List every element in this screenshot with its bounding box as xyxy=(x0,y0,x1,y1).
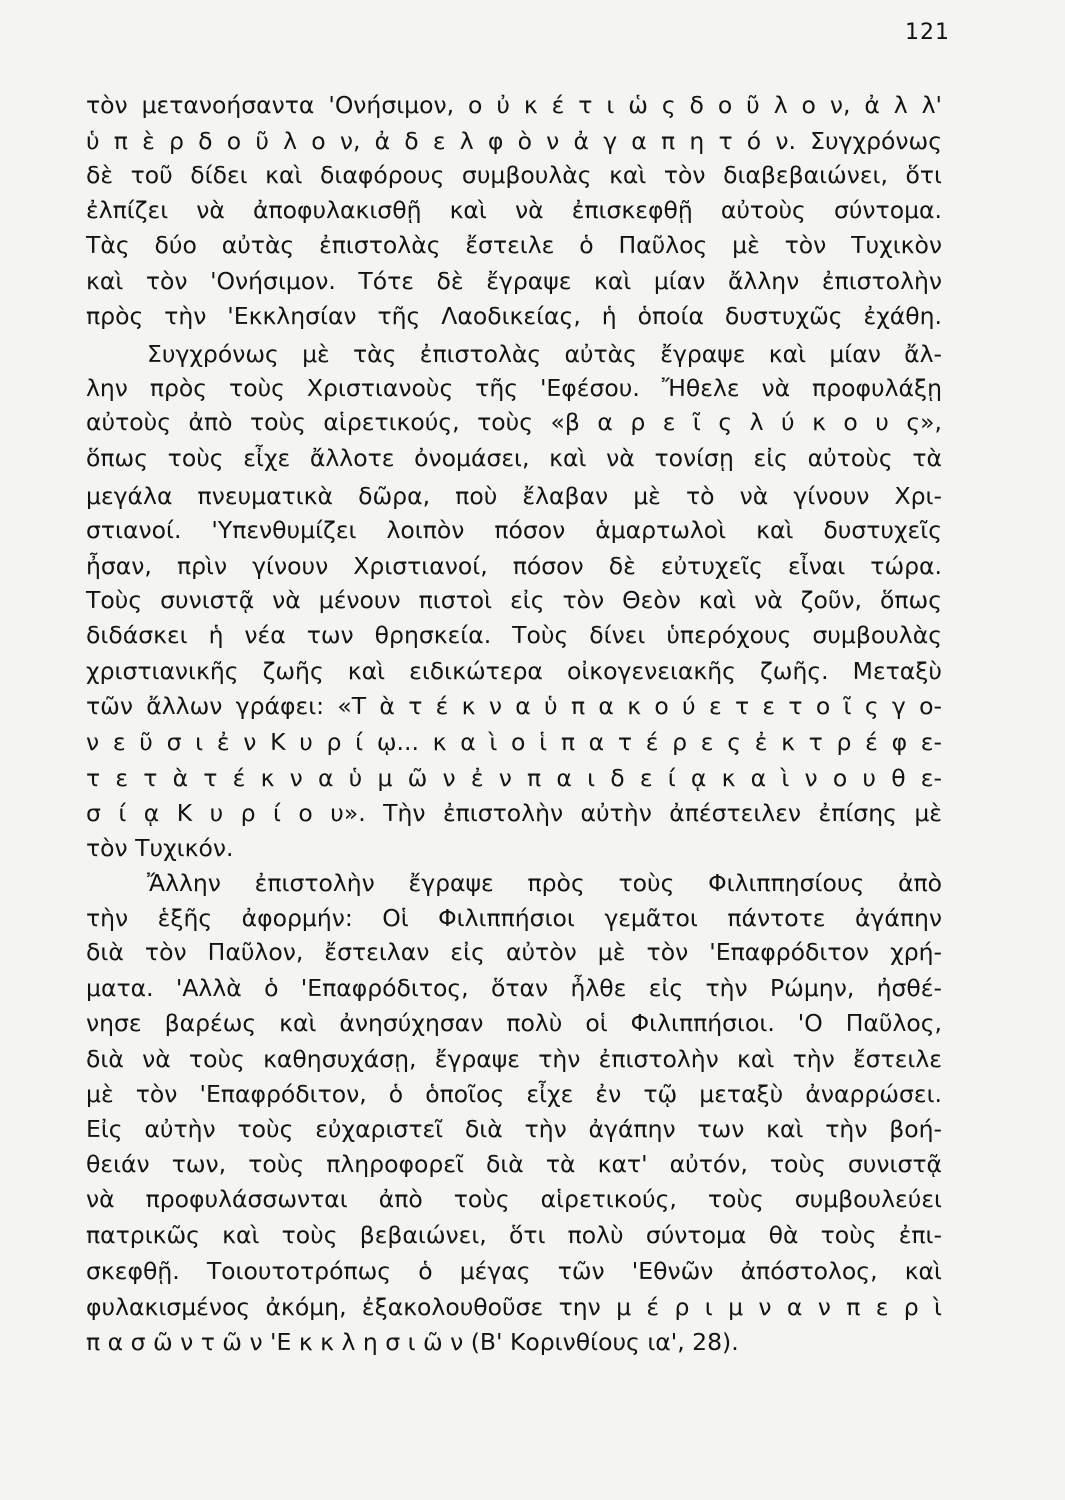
text-line: φυλακισμένος ἀκόμη, ἐξακολουθοῦσε την μ έ ρ ι μ ν α ν π ε ρ ὶ xyxy=(86,1293,942,1321)
text-line: λην πρὸς τοὺς Χριστιανοὺς τῆς 'Εφέσου. Ἤθελε νὰ προφυλάξῃ xyxy=(86,374,942,402)
text-line: π α σ ῶ ν τ ῶ ν 'Ε κ κ λ η σ ι ῶ ν (Β' Κορινθίους ια', 28). xyxy=(86,1328,739,1356)
text-line: τὴν ἑξῆς ἀφορμήν: Οἱ Φιλιππήσιοι γεμᾶτοι πάντοτε ἀγάπην xyxy=(86,904,942,932)
text-line: ν ε ῦ σ ι ἐ ν Κ υ ρ ί ῳ... κ α ὶ ο ἱ π α τ έ ρ ε ς ἐ κ τ ρ έ φ ε- xyxy=(86,728,942,756)
text-line: στιανοί. 'Υπενθυμίζει λοιπὸν πόσον ἁμαρτωλοὶ καὶ δυστυχεῖς xyxy=(86,516,942,544)
text-line: Εἰς αὐτὴν τοὺς εὐχαριστεῖ διὰ τὴν ἀγάπην των καὶ τὴν βοή- xyxy=(86,1115,942,1143)
text-line: ἐλπίζει νὰ ἀποφυλακισθῇ καὶ νὰ ἐπισκεφθῇ αὐτοὺς σύντομα. xyxy=(86,196,942,224)
text-line: σ ί ᾳ Κ υ ρ ί ο υ». Τὴν ἐπιστολὴν αὐτὴν ἀπέστειλεν ἐπίσης μὲ xyxy=(86,799,942,827)
text-line: θειάν των, τοὺς πληροφορεῖ διὰ τὰ κατ' αὐτόν, τοὺς συνιστᾷ xyxy=(86,1150,942,1178)
text-line: νὰ προφυλάσσωνται ἀπὸ τοὺς αἱρετικούς, τοὺς συμβουλεύει xyxy=(86,1185,942,1213)
text-line: χριστιανικῆς ζωῆς καὶ ειδικώτερα οἰκογενειακῆς ζωῆς. Μεταξὺ xyxy=(86,657,942,685)
text-line: δὲ τοῦ δίδει καὶ διαφόρους συμβουλὰς καὶ τὸν διαβεβαιώνει, ὅτι xyxy=(86,161,942,189)
text-line: σκεφθῇ. Τοιουτοτρόπως ὁ μέγας τῶν 'Εθνῶν ἀπόστολος, καὶ xyxy=(86,1257,942,1285)
text-line: αὐτοὺς ἀπὸ τοὺς αἱρετικούς, τοὺς «β α ρ ε ῖ ς λ ύ κ ο υ ς», xyxy=(86,408,942,436)
text-line: τὸν μετανοήσαντα 'Ονήσιμον, ο ὐ κ έ τ ι ὡ ς δ ο ῦ λ ο ν, ἀ λ λ' xyxy=(86,91,942,119)
text-line: διὰ τὸν Παῦλον, ἔστειλαν εἰς αὐτὸν μὲ τὸν 'Επαφρόδιτον χρή- xyxy=(86,938,942,966)
text-line: τ ε τ ὰ τ έ κ ν α ὑ μ ῶ ν ἐ ν π α ι δ ε ί ᾳ κ α ὶ ν ο υ θ ε- xyxy=(86,764,942,792)
text-line: πατρικῶς καὶ τοὺς βεβαιώνει, ὅτι πολὺ σύντομα θὰ τοὺς ἐπι- xyxy=(86,1221,942,1249)
text-line: ὑ π ὲ ρ δ ο ῦ λ ο ν, ἀ δ ε λ φ ὸ ν ἀ γ α π η τ ό ν. Συγχρόνως xyxy=(86,127,942,155)
text-line: Ἄλλην ἐπιστολὴν ἔγραψε πρὸς τοὺς Φιλιππησίους ἀπὸ xyxy=(147,869,942,897)
text-line: καὶ τὸν 'Ονήσιμον. Τότε δὲ ἔγραψε καὶ μίαν ἄλλην ἐπιστολὴν xyxy=(86,267,942,295)
text-line: μεγάλα πνευματικὰ δῶρα, ποὺ ἔλαβαν μὲ τὸ νὰ γίνουν Χρι- xyxy=(86,482,942,510)
page-number: 121 xyxy=(905,20,950,45)
text-line: Συγχρόνως μὲ τὰς ἐπιστολὰς αὐτὰς ἔγραψε καὶ μίαν ἄλ- xyxy=(147,340,942,368)
text-line: διδάσκει ἡ νέα των θρησκεία. Τοὺς δίνει ὑπερόχους συμβουλὰς xyxy=(86,621,942,649)
text-line: τὸν Τυχικόν. xyxy=(86,834,234,862)
text-line: νησε βαρέως καὶ ἀνησύχησαν πολὺ οἱ Φιλιππήσιοι. 'Ο Παῦλος, xyxy=(86,1009,942,1037)
text-line: ἦσαν, πρὶν γίνουν Χριστιανοί, πόσον δὲ εὐτυχεῖς εἶναι τώρα. xyxy=(86,552,942,580)
text-line: πρὸς τὴν 'Εκκλησίαν τῆς Λαοδικείας, ἡ ὁποία δυστυχῶς ἐχάθη. xyxy=(86,302,942,330)
text-line: ὅπως τοὺς εἶχε ἄλλοτε ὀνομάσει, καὶ νὰ τονίσῃ εἰς αὐτοὺς τὰ xyxy=(86,444,942,472)
text-line: μὲ τὸν 'Επαφρόδιτον, ὁ ὁποῖος εἶχε ἐν τῷ μεταξὺ ἀναρρώσει. xyxy=(86,1080,942,1108)
text-line: διὰ νὰ τοὺς καθησυχάσῃ, ἔγραψε τὴν ἐπιστολὴν καὶ τὴν ἔστειλε xyxy=(86,1045,942,1073)
text-line: Τὰς δύο αὐτὰς ἐπιστολὰς ἔστειλε ὁ Παῦλος μὲ τὸν Τυχικὸν xyxy=(86,231,942,259)
text-line: Τοὺς συνιστᾷ νὰ μένουν πιστοὶ εἰς τὸν Θεὸν καὶ νὰ ζοῦν, ὅπως xyxy=(86,586,942,614)
text-line: ματα. 'Αλλὰ ὁ 'Επαφρόδιτος, ὅταν ἦλθε εἰς τὴν Ρώμην, ἠσθέ- xyxy=(86,974,942,1002)
text-line: τῶν ἄλλων γράφει: «Τ ὰ τ έ κ ν α ὑ π α κ ο ύ ε τ ε τ ο ῖ ς γ ο- xyxy=(86,692,942,720)
